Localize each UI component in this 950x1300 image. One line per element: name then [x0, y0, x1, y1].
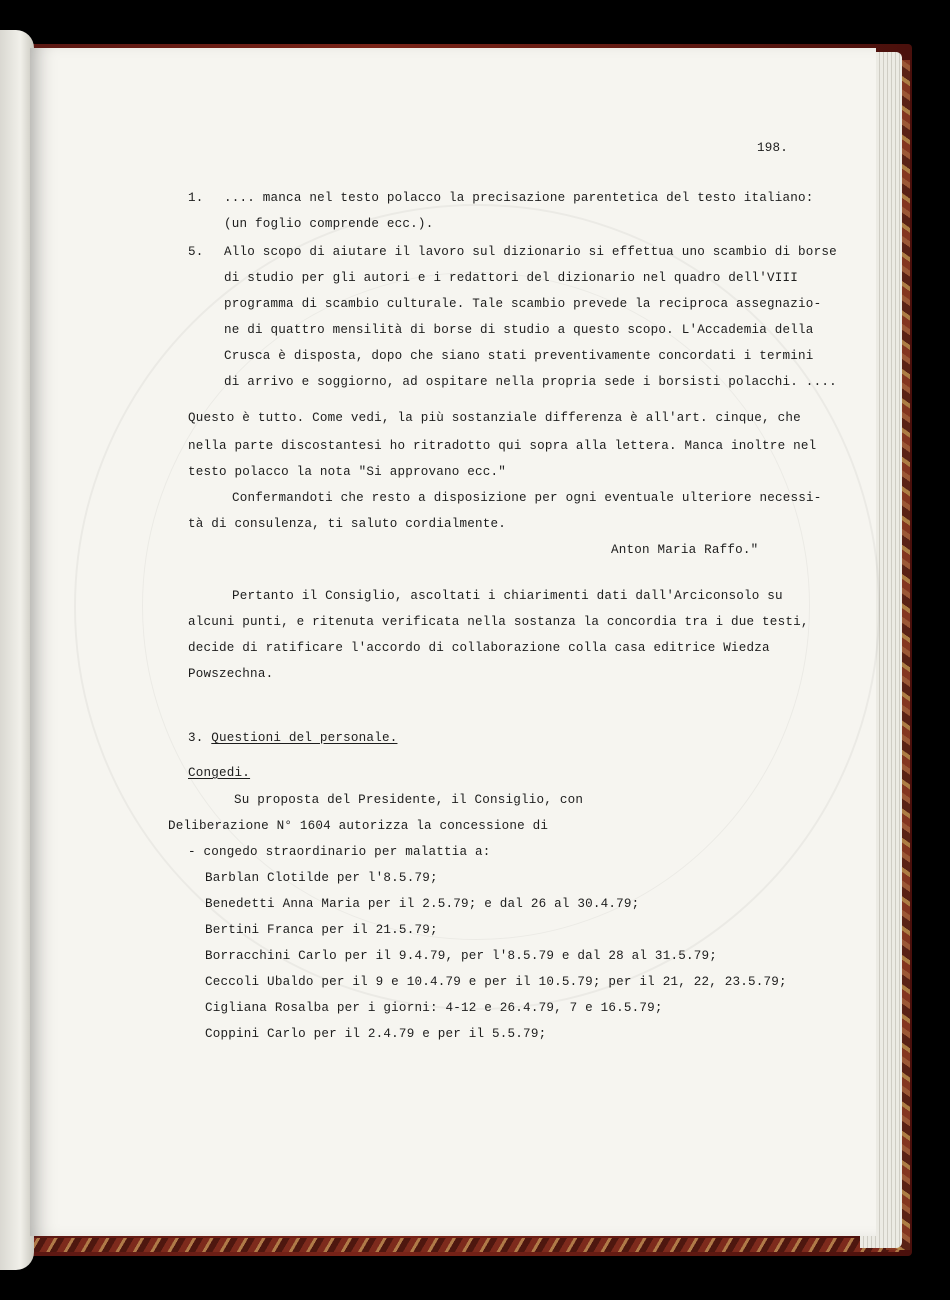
facing-page-edge — [0, 30, 34, 1270]
deliberation-line: Deliberazione N° 1604 autorizza la concessione di — [168, 819, 549, 833]
congedi-heading: Congedi. — [188, 766, 251, 780]
item-5-line: di arrivo e soggiorno, ad ospitare nella propria sede i borsisti polacchi. .... — [224, 375, 837, 389]
item-1-line: (un foglio comprende ecc.). — [224, 217, 434, 231]
marbled-edge-bottom — [30, 1238, 900, 1252]
section-title: Questioni del personale. — [211, 731, 398, 745]
leave-entry: Barblan Clotilde per l'8.5.79; — [205, 871, 438, 885]
closing-line: tà di consulenza, ti saluto cordialmente. — [188, 517, 507, 531]
leave-entry: Ceccoli Ubaldo per il 9 e 10.4.79 e per il 10.5.79; per il 21, 22, 23.5.79; — [205, 975, 787, 989]
watermark-ring-inner — [142, 272, 810, 940]
item-1-number: 1. — [188, 191, 204, 205]
proposal-line: Su proposta del Presidente, il Consiglio, con — [234, 793, 584, 807]
decision-line: Pertanto il Consiglio, ascoltati i chiarimenti dati dall'Arciconsolo su — [232, 589, 783, 603]
summary-line: Questo è tutto. Come vedi, la più sostanziale differenza è all'art. cinque, che — [188, 411, 801, 425]
leave-line: - congedo straordinario per malattia a: — [188, 845, 491, 859]
decision-line: alcuni punti, e ritenuta verificata nella sostanza la concordia tra i due testi, — [188, 615, 809, 629]
item-5-line: programma di scambio culturale. Tale scambio prevede la reciproca assegnazio- — [224, 297, 822, 311]
leave-entry: Coppini Carlo per il 2.4.79 e per il 5.5.79; — [205, 1027, 547, 1041]
leave-entry: Benedetti Anna Maria per il 2.5.79; e dal 26 al 30.4.79; — [205, 897, 640, 911]
signature: Anton Maria Raffo." — [611, 543, 759, 557]
section-heading — [188, 730, 397, 746]
summary-line: nella parte discostantesi ho ritradotto qui sopra alla lettera. Manca inoltre nel — [188, 439, 817, 453]
decision-line: decide di ratificare l'accordo di collaborazione colla casa editrice Wiedza — [188, 641, 770, 655]
item-5-line: di studio per gli autori e i redattori del dizionario nel quadro dell'VIII — [224, 271, 799, 285]
summary-line: testo polacco la nota "Si approvano ecc." — [188, 465, 507, 479]
leave-entry: Cigliana Rosalba per i giorni: 4-12 e 26.4.79, 7 e 16.5.79; — [205, 1001, 663, 1015]
decision-line: Powszechna. — [188, 667, 274, 681]
closing-line: Confermandoti che resto a disposizione per ogni eventuale ulteriore necessi- — [232, 491, 822, 505]
item-5-line: Crusca è disposta, dopo che siano stati preventivamente concordati i termini — [224, 349, 814, 363]
leave-entry: Bertini Franca per il 21.5.79; — [205, 923, 438, 937]
section-number: 3. — [188, 731, 204, 745]
item-5-number: 5. — [188, 245, 204, 259]
leave-entry: Borracchini Carlo per il 9.4.79, per l'8.5.79 e dal 28 al 31.5.79; — [205, 949, 717, 963]
item-5-line: Allo scopo di aiutare il lavoro sul dizionario si effettua uno scambio di borse — [224, 245, 837, 259]
item-1-line: .... manca nel testo polacco la precisazione parentetica del testo italiano: — [224, 191, 814, 205]
page-number: 198. — [757, 141, 789, 155]
item-5-line: ne di quattro mensilità di borse di studio a questo scopo. L'Accademia della — [224, 323, 814, 337]
